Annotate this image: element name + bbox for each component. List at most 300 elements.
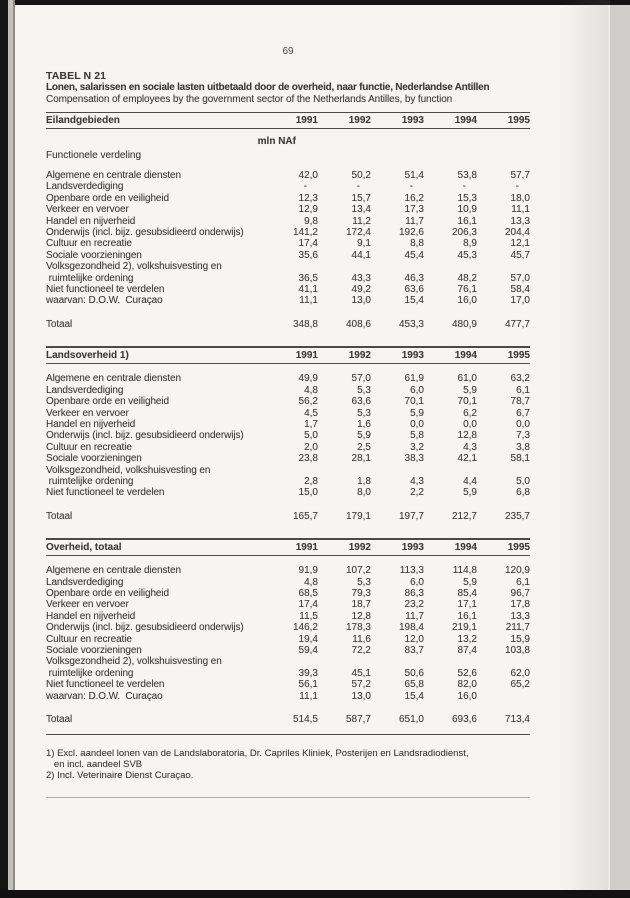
value-cell: 86,3: [404, 587, 424, 599]
value-cell: 13,2: [457, 633, 477, 645]
value-cell: 6,2: [463, 407, 477, 419]
row-label: Niet functioneel te verdelen: [46, 679, 165, 691]
value-cell: 11,1: [511, 204, 530, 216]
value-cell: 6,0: [410, 576, 424, 588]
value-cell: 9,8: [304, 215, 318, 227]
table-row: [46, 588, 530, 599]
value-cell: 0,0: [516, 418, 530, 430]
total-value-cell: 477,7: [504, 318, 530, 330]
value-cell: 206,3: [451, 227, 477, 239]
value-cell: 15,9: [510, 633, 530, 645]
table-row: [46, 396, 530, 407]
value-cell: 5,3: [357, 384, 371, 396]
row-label: Openbare orde en veiligheid: [46, 396, 169, 408]
value-cell: 57,0: [351, 373, 371, 385]
section-rows: [46, 565, 530, 702]
value-cell: [318, 261, 371, 272]
value-cell: 2,2: [410, 487, 424, 499]
year-column-header: 1992: [348, 542, 371, 554]
row-label: Openbare orde en veiligheid: [46, 587, 169, 599]
value-cell: 57,7: [510, 170, 530, 181]
table-row: [46, 453, 530, 464]
value-cell: 70,1: [457, 396, 477, 408]
value-cell: 107,2: [345, 565, 371, 577]
total-value-cell: 587,7: [345, 714, 371, 726]
value-cell: 178,3: [345, 622, 371, 634]
row-label: Cultuur en recreatie: [46, 238, 132, 250]
page-left-edge-line: [13, 0, 15, 898]
value-cell: -: [356, 181, 360, 193]
value-cell: 5,3: [357, 407, 371, 419]
value-cell: 12,3: [298, 192, 318, 204]
value-cell: 17,4: [298, 238, 318, 250]
value-cell: 16,0: [457, 690, 477, 702]
value-cell: 42,0: [298, 170, 318, 181]
value-cell: [424, 465, 477, 476]
value-cell: 8,9: [463, 238, 477, 250]
value-cell: 0,0: [463, 418, 477, 430]
row-label: Handel en nijverheid: [46, 215, 136, 227]
value-cell: 17,4: [298, 599, 318, 611]
table-section: [46, 538, 530, 725]
row-label: Volksgezondheid 2), volkshuisvesting en: [46, 261, 222, 273]
value-cell: 12,0: [404, 633, 424, 645]
total-value-cell: 453,3: [398, 318, 424, 330]
value-cell: 11,1: [299, 690, 318, 702]
value-cell: 141,2: [292, 227, 318, 239]
section-rows: [46, 170, 530, 307]
value-cell: 41,1: [298, 284, 318, 296]
row-label: Handel en nijverheid: [46, 610, 136, 622]
unit-row: [46, 136, 530, 148]
row-label: Niet functioneel te verdelen: [46, 487, 165, 499]
value-cell: 62,0: [510, 667, 530, 679]
value-cell: [371, 261, 424, 272]
value-cell: -: [462, 181, 466, 193]
table-row: [46, 204, 530, 215]
section-rows: [46, 373, 530, 498]
unit-label: mln NAf: [257, 136, 296, 147]
value-cell: 192,6: [398, 227, 424, 239]
value-cell: 11,2: [352, 215, 371, 227]
value-cell: 11,5: [299, 610, 318, 622]
row-label: Landsverdediging: [46, 384, 124, 396]
value-cell: 11,7: [405, 215, 424, 227]
value-cell: 23,8: [298, 453, 318, 465]
value-cell: 61,9: [404, 373, 424, 385]
total-value-cell: 165,7: [292, 510, 318, 522]
table-row: [46, 385, 530, 396]
year-column-header: 1995: [507, 115, 530, 126]
value-cell: 46,3: [404, 272, 424, 284]
page-curl-band: [610, 5, 630, 890]
value-cell: 13,4: [351, 204, 371, 216]
footnote-line: en incl. aandeel SVB: [46, 759, 143, 771]
value-cell: [477, 261, 530, 272]
value-cell: 28,1: [351, 453, 371, 465]
total-label: Totaal: [46, 318, 73, 330]
value-cell: 13,0: [351, 690, 371, 702]
value-cell: 72,2: [351, 645, 371, 656]
value-cell: 17,0: [510, 295, 530, 307]
value-cell: 17,8: [510, 599, 530, 611]
value-cell: [318, 656, 371, 667]
value-cell: 18,0: [510, 192, 530, 204]
table-row: [46, 668, 530, 679]
table-row: [46, 645, 530, 656]
row-label: Algemene en centrale diensten: [46, 373, 181, 385]
table-row: [46, 622, 530, 633]
value-cell: 58,4: [510, 284, 530, 296]
footnotes: [46, 748, 530, 781]
year-column-header: 1993: [401, 115, 424, 126]
value-cell: 7,3: [516, 430, 530, 442]
row-label: Cultuur en recreatie: [46, 441, 132, 453]
value-cell: 49,9: [298, 373, 318, 385]
section-subheading: Functionele verdeling: [46, 149, 142, 161]
value-cell: 2,8: [304, 475, 318, 487]
value-cell: 63,6: [404, 284, 424, 296]
value-cell: 45,4: [404, 249, 424, 261]
value-cell: 1,7: [304, 418, 318, 430]
value-cell: 51,4: [404, 170, 424, 181]
table-row: [46, 634, 530, 645]
value-cell: 11,7: [405, 610, 424, 622]
table-row: [46, 250, 530, 261]
value-cell: 103,8: [504, 645, 530, 656]
table-row: [46, 373, 530, 384]
value-cell: 58,1: [510, 453, 530, 465]
value-cell: [477, 691, 530, 702]
value-cell: 17,3: [404, 204, 424, 216]
value-cell: 35,6: [298, 249, 318, 261]
total-value-cell: 179,1: [345, 510, 371, 522]
value-cell: 38,3: [404, 453, 424, 465]
year-column-header: 1995: [507, 542, 530, 554]
value-cell: 5,9: [463, 487, 477, 499]
total-value-cell: 348,8: [292, 318, 318, 330]
value-cell: 6,0: [410, 384, 424, 396]
value-cell: 8,8: [410, 238, 424, 250]
value-cell: 45,7: [510, 249, 530, 261]
value-cell: 9,1: [357, 238, 371, 250]
value-cell: [265, 261, 318, 272]
year-column-header: 1991: [295, 350, 318, 362]
table-row: [46, 261, 530, 272]
value-cell: 2,5: [357, 441, 371, 453]
total-value-cell: 514,5: [292, 714, 318, 726]
value-cell: 13,3: [510, 610, 530, 622]
table-row: [46, 465, 530, 476]
year-column-header: 1992: [348, 350, 371, 362]
value-cell: 5,9: [463, 384, 477, 396]
value-cell: 57,2: [351, 679, 371, 691]
value-cell: 1,6: [357, 418, 371, 430]
value-cell: 0,0: [410, 418, 424, 430]
value-cell: 4,8: [304, 384, 318, 396]
table-row: [46, 295, 530, 306]
value-cell: 63,6: [351, 396, 371, 408]
value-cell: 3,2: [410, 441, 424, 453]
value-cell: [424, 261, 477, 272]
value-cell: 12,1: [510, 238, 530, 250]
scan-edge-bottom: [0, 890, 630, 898]
value-cell: 5,0: [304, 430, 318, 442]
value-cell: 15,4: [404, 690, 424, 702]
table-row: [46, 442, 530, 453]
value-cell: 113,3: [399, 565, 424, 577]
section-title: Landsoverheid 1): [46, 350, 129, 362]
value-cell: 4,4: [463, 475, 477, 487]
row-label: Landsverdediging: [46, 576, 124, 588]
value-cell: 13,3: [510, 215, 530, 227]
value-cell: 65,8: [404, 679, 424, 691]
value-cell: [371, 656, 424, 667]
row-label: Algemene en centrale diensten: [46, 170, 181, 181]
value-cell: 4,3: [410, 475, 424, 487]
value-cell: 12,8: [457, 430, 477, 442]
total-label: Totaal: [46, 714, 73, 726]
table-row: [46, 565, 530, 576]
value-cell: 17,1: [457, 599, 477, 611]
total-label: Totaal: [46, 510, 73, 522]
row-label: Verkeer en vervoer: [46, 204, 129, 216]
value-cell: 42,1: [457, 453, 477, 465]
table-row: [46, 691, 530, 702]
value-cell: 5,9: [357, 430, 371, 442]
total-row: [46, 511, 530, 522]
row-label: Onderwijs (incl. bijz. gesubsidieerd onderwijs): [46, 227, 244, 239]
value-cell: 18,7: [351, 599, 371, 611]
table-section: [46, 346, 530, 522]
value-cell: -: [515, 181, 519, 193]
table-row: [46, 476, 530, 487]
value-cell: 91,9: [298, 565, 318, 577]
table-title-dutch: Lonen, salarissen en sociale lasten uitbetaald door de overheid, naar functie, Nederlandse Antillen: [46, 82, 490, 93]
year-column-header: 1993: [401, 542, 424, 554]
total-value-cell: 693,6: [451, 714, 477, 726]
value-cell: 19,4: [298, 633, 318, 645]
value-cell: 12,8: [351, 610, 371, 622]
total-row: [46, 714, 530, 725]
table-row: [46, 408, 530, 419]
value-cell: 5,9: [463, 576, 477, 588]
value-cell: 87,4: [457, 645, 477, 656]
value-cell: 5,8: [410, 430, 424, 442]
value-cell: 5,9: [410, 407, 424, 419]
table-row: [46, 611, 530, 622]
table-sections: [46, 112, 530, 725]
table-row: [46, 577, 530, 588]
table-row: [46, 430, 530, 441]
value-cell: [477, 656, 530, 667]
value-cell: 6,8: [516, 487, 530, 499]
section-title: Eilandgebieden: [46, 115, 120, 126]
total-value-cell: 197,7: [398, 510, 424, 522]
value-cell: 114,8: [452, 565, 477, 577]
row-label: Openbare orde en veiligheid: [46, 192, 169, 204]
page-curl-highlight: [608, 5, 610, 890]
value-cell: 79,3: [351, 587, 371, 599]
table-row: [46, 170, 530, 181]
value-cell: 96,7: [510, 587, 530, 599]
table-row: [46, 679, 530, 690]
value-cell: 13,0: [351, 295, 371, 307]
table-title-english: Compensation of employees by the government sector of the Netherlands Antilles, by function: [46, 94, 453, 105]
value-cell: 52,6: [457, 667, 477, 679]
value-cell: 204,4: [504, 227, 530, 239]
value-cell: 61,0: [457, 373, 477, 385]
value-cell: 70,1: [404, 396, 424, 408]
row-label: Handel en nijverheid: [46, 418, 136, 430]
value-cell: [477, 465, 530, 476]
bottom-separator-rule: [46, 797, 530, 798]
value-cell: 59,4: [298, 645, 318, 656]
value-cell: 6,1: [516, 576, 530, 588]
year-column-header: 1992: [348, 115, 371, 126]
table-row: [46, 238, 530, 249]
value-cell: 49,2: [351, 284, 371, 296]
value-cell: 15,7: [351, 192, 371, 204]
value-cell: 83,7: [404, 645, 424, 656]
value-cell: 53,8: [457, 170, 477, 181]
table-section: [46, 112, 530, 330]
total-value-cell: 713,4: [504, 714, 530, 726]
section-header: [46, 538, 530, 556]
row-label: Verkeer en vervoer: [46, 407, 129, 419]
value-cell: 219,1: [451, 622, 477, 634]
row-label: Onderwijs (incl. bijz. gesubsidieerd onderwijs): [46, 622, 244, 634]
row-label: ruimtelijke ordening: [46, 272, 134, 284]
value-cell: 39,3: [298, 667, 318, 679]
value-cell: 120,9: [504, 565, 530, 577]
row-label: Cultuur en recreatie: [46, 633, 132, 645]
value-cell: 16,0: [457, 295, 477, 307]
row-label: waarvan: D.O.W. Curaçao: [46, 690, 163, 702]
value-cell: 146,2: [292, 622, 318, 634]
value-cell: 4,8: [304, 576, 318, 588]
value-cell: [265, 465, 318, 476]
value-cell: -: [409, 181, 413, 193]
footnote-line: 2) Incl. Veterinaire Dienst Curaçao.: [46, 770, 194, 782]
total-value-cell: 235,7: [504, 510, 530, 522]
year-column-header: 1994: [454, 542, 477, 554]
total-value-cell: 408,6: [345, 318, 371, 330]
table-row: [46, 599, 530, 610]
value-cell: 65,2: [510, 679, 530, 691]
row-label: Verkeer en vervoer: [46, 599, 129, 611]
value-cell: 1,8: [357, 475, 371, 487]
value-cell: 16,1: [457, 610, 477, 622]
year-column-header: 1995: [507, 350, 530, 362]
row-label: Volksgezondheid, volkshuisvesting en: [46, 464, 211, 476]
value-cell: 11,1: [299, 295, 318, 307]
value-cell: 57,0: [510, 272, 530, 284]
value-cell: 11,6: [352, 633, 371, 645]
value-cell: 15,3: [457, 192, 477, 204]
year-column-header: 1991: [295, 115, 318, 126]
value-cell: 16,1: [457, 215, 477, 227]
section-title: Overheid, totaal: [46, 542, 122, 554]
value-cell: -: [303, 181, 307, 193]
row-label: ruimtelijke ordening: [46, 667, 134, 679]
footnote-line: 1) Excl. aandeel lonen van de Landslaboratoria, Dr. Capriles Kliniek, Posterijen en Landsradiodienst,: [46, 748, 469, 760]
table-row: [46, 181, 530, 192]
value-cell: 63,2: [510, 373, 530, 385]
value-cell: 12,9: [298, 204, 318, 216]
table-row: [46, 273, 530, 284]
value-cell: 43,3: [351, 272, 371, 284]
value-cell: 5,3: [357, 576, 371, 588]
year-column-header: 1991: [295, 542, 318, 554]
value-cell: 172,4: [345, 227, 371, 239]
row-label: Niet functioneel te verdelen: [46, 284, 165, 296]
value-cell: 15,4: [404, 295, 424, 307]
value-cell: 15,0: [298, 487, 318, 499]
value-cell: 10,9: [457, 204, 477, 216]
table-row: [46, 227, 530, 238]
value-cell: 2,0: [304, 441, 318, 453]
total-value-cell: 480,9: [451, 318, 477, 330]
value-cell: 85,4: [457, 587, 477, 599]
value-cell: 44,1: [351, 249, 371, 261]
value-cell: 5,0: [516, 475, 530, 487]
row-label: waarvan: D.O.W. Curaçao: [46, 295, 163, 307]
value-cell: 8,0: [357, 487, 371, 499]
value-cell: 6,7: [516, 407, 530, 419]
year-column-header: 1993: [401, 350, 424, 362]
table-row: [46, 487, 530, 498]
total-value-cell: 651,0: [398, 714, 424, 726]
value-cell: 4,5: [304, 407, 318, 419]
value-cell: 4,3: [463, 441, 477, 453]
table-row: [46, 656, 530, 667]
value-cell: 56,2: [298, 396, 318, 408]
page-curl-gradient: [560, 0, 610, 898]
row-label: Algemene en centrale diensten: [46, 565, 181, 577]
value-cell: 48,2: [457, 272, 477, 284]
value-cell: 68,5: [298, 587, 318, 599]
row-label: Landsverdediging: [46, 181, 124, 193]
year-column-header: 1994: [454, 350, 477, 362]
value-cell: 23,2: [404, 599, 424, 611]
value-cell: [424, 656, 477, 667]
table-id: TABEL N 21: [46, 70, 107, 82]
value-cell: 45,3: [457, 249, 477, 261]
row-label: Sociale voorzieningen: [46, 645, 142, 656]
value-cell: 50,2: [351, 170, 371, 181]
value-cell: 78,7: [510, 396, 530, 408]
value-cell: 45,1: [351, 667, 371, 679]
value-cell: 36,5: [298, 272, 318, 284]
value-cell: 198,4: [398, 622, 424, 634]
table-row: [46, 193, 530, 204]
table-row: [46, 284, 530, 295]
value-cell: [318, 465, 371, 476]
value-cell: [265, 656, 318, 667]
row-label: ruimtelijke ordening: [46, 475, 134, 487]
scan-edge-left: [0, 0, 8, 898]
value-cell: 3,8: [516, 441, 530, 453]
row-label: Onderwijs (incl. bijz. gesubsidieerd onderwijs): [46, 430, 244, 442]
value-cell: 76,1: [457, 284, 477, 296]
row-label: Volksgezondheid 2), volkshuisvesting en: [46, 656, 222, 668]
value-cell: 16,2: [404, 192, 424, 204]
value-cell: 6,1: [516, 384, 530, 396]
value-cell: 50,6: [404, 667, 424, 679]
row-label: Sociale voorzieningen: [46, 453, 142, 465]
value-cell: [371, 465, 424, 476]
